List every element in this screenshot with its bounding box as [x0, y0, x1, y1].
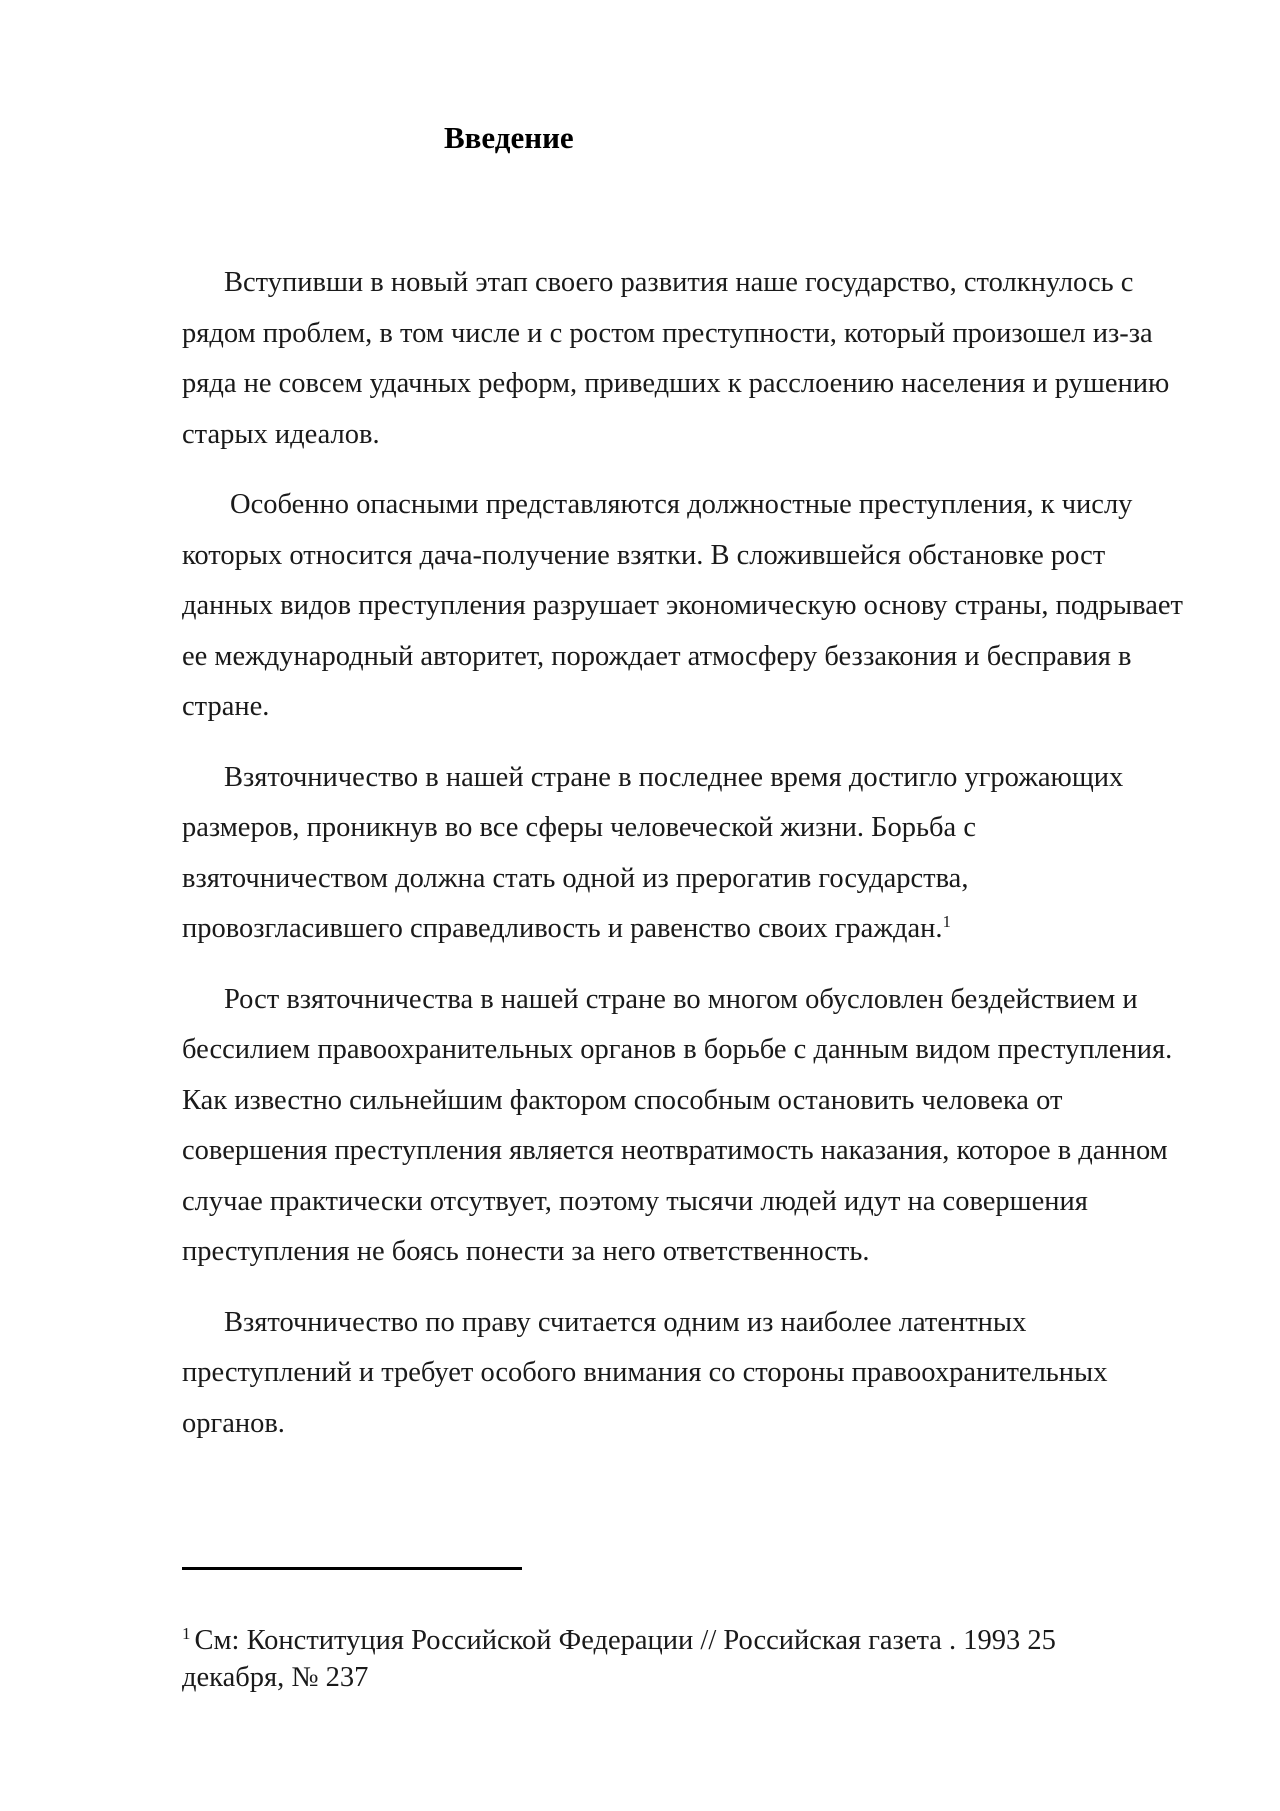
footnote-separator [182, 1567, 522, 1570]
paragraph-1: Вступивши в новый этап своего развития наше государство, столкнулось с рядом проблем, в том числе и с ростом преступности, который произошел из-за ряда не совсем удачных реформ, приведших к расслоению населения и рушению старых идеалов. [182, 267, 1170, 450]
footnote-mark: 1 [182, 1624, 191, 1643]
paragraph-3-text: Взяточничество в нашей стране в последнее время достигло угрожающих размеров, проникнув во все сферы человеческой жизни. Борьба с взяточничеством должна стать одной из прерогатив государства, провозгласившего справедливость и равенство своих граждан. [182, 761, 1124, 944]
paragraph-4: Рост взяточничества в нашей стране во многом обусловлен бездействием и бессилием правоохранительных органов в борьбе с данным видом преступления. Как известно сильнейшим фактором способным остановить человека от совершения преступления является неотвратимость наказания, которое в данном случае практически отсутвует, поэтому тысячи людей идут на совершения преступления не боясь понести за него ответственность. [182, 983, 1173, 1267]
paragraph-5: Взяточничество по праву считается одним из наиболее латентных преступлений и требует особого внимания со стороны правоохранительных органов. [182, 1306, 1108, 1439]
footnote [182, 1622, 1162, 1696]
page-title: Введение [444, 120, 574, 155]
document-body [182, 258, 1188, 1469]
paragraph-3 [182, 753, 1188, 955]
paragraph-2: Особенно опасными представляются должностные преступления, к числу которых относится дача-получение взятки. В сложившейся обстановке рост данных видов преступления разрушает экономическую основу страны, подрывает ее международный авторитет, порождает атмосферу беззакония и бесправия в стране. [182, 489, 1183, 722]
footnote-text: См: Конституция Российской Федерации // Российская газета . 1993 25 декабря, № 237 [182, 1625, 1056, 1693]
footnote-reference[interactable]: 1 [942, 912, 952, 931]
